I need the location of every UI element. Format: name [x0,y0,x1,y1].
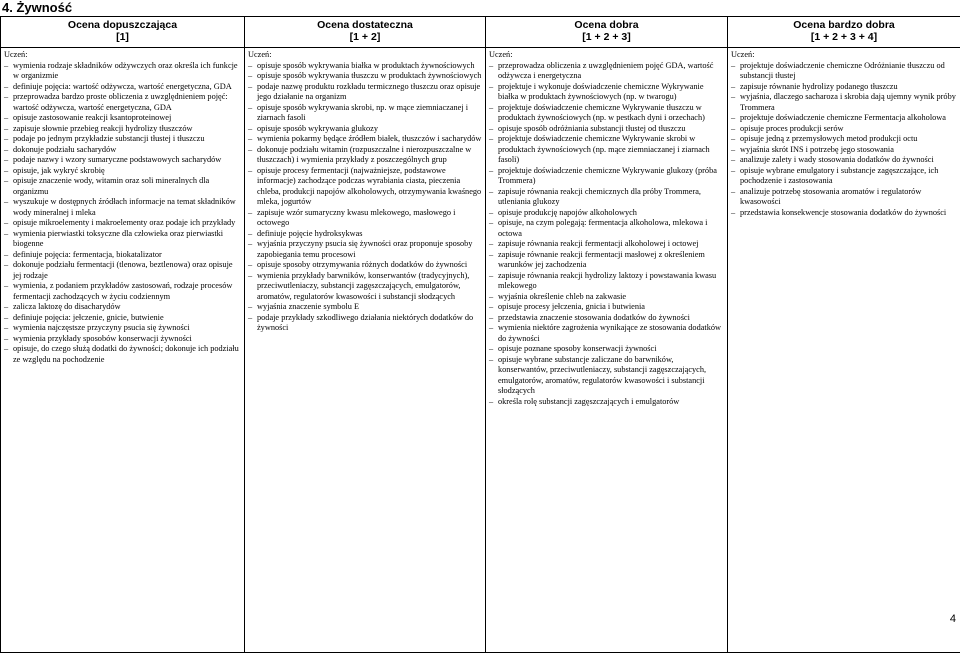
requirement-text: przeprowadza obliczenia z uwzględnieniem pojęć GDA, wartość odżywcza i energetyczna [498,61,713,81]
requirement-text: analizuje potrzebę stosowania aromatów i regulatorów kwasowości [740,187,921,207]
requirement-text: projektuje doświadczenie chemiczne Odróżnianie tłuszczu od substancji tłustej [740,61,945,81]
requirement-text: dokonuje podziału fermentacji (tlenowa, beztlenowa) oraz opisuje jej rodzaje [13,260,233,280]
requirement-item [248,82,482,103]
requirement-item [4,145,241,156]
requirement-text: wymienia najczęstsze przyczyny psucia się żywności [13,323,190,332]
dash-bullet-icon: – [731,187,740,198]
dash-bullet-icon: – [489,61,498,72]
requirement-item [248,145,482,166]
dash-bullet-icon: – [4,145,13,156]
student-intro: Uczeń: [731,50,957,61]
dash-bullet-icon: – [4,197,13,208]
column-header-dostateczna [245,17,486,48]
dash-bullet-icon: – [248,229,257,240]
dash-bullet-icon: – [248,134,257,145]
column-subtitle: [1 + 2 + 3] [488,31,725,43]
column-subtitle: [1] [3,31,242,43]
requirement-item [489,134,724,166]
requirement-text: podaje nazwy i wzory sumaryczne podstawowych sacharydów [13,155,221,164]
student-intro: Uczeń: [248,50,482,61]
header-row [1,17,960,48]
dash-bullet-icon: – [4,113,13,124]
dash-bullet-icon: – [248,260,257,271]
column-title: Ocena dostateczna [317,19,413,31]
dash-bullet-icon: – [489,271,498,282]
requirement-item [489,397,724,408]
dash-bullet-icon: – [489,239,498,250]
requirement-text: projektuje doświadczenie chemiczne Wykrywanie tłuszczu w produktach żywnościowych (np. w pestkach dyni i orzechach) [498,103,705,123]
requirement-text: zapisuje wzór sumaryczny kwasu mlekowego, masłowego i octowego [257,208,455,228]
column-cell-dopuszczajaca [1,48,245,653]
column-title: Ocena dobra [574,19,638,31]
requirement-item [4,229,241,250]
dash-bullet-icon: – [248,313,257,324]
requirement-text: zapisuje równania reakcji fermentacji alkoholowej i octowej [498,239,698,248]
student-intro: Uczeń: [4,50,241,61]
requirement-item [489,292,724,303]
requirement-item [731,124,957,135]
dash-bullet-icon: – [731,82,740,93]
requirement-item [489,302,724,313]
dash-bullet-icon: – [4,124,13,135]
requirement-item [4,155,241,166]
requirement-text: opisuje procesy jełczenia, gnicia i butwienia [498,302,645,311]
dash-bullet-icon: – [4,166,13,177]
requirement-item [248,208,482,229]
requirement-item [489,218,724,239]
requirement-text: opisuje zastosowanie reakcji ksantoproteinowej [13,113,171,122]
requirement-text: zapisuje słownie przebieg reakcji hydrolizy tłuszczów [13,124,192,133]
dash-bullet-icon: – [489,323,498,334]
column-title: Ocena bardzo dobra [793,19,895,31]
requirement-text: wymienia, z podaniem przykładów zastosowań, rodzaje procesów fermentacji zachodzących w życiu codziennym [13,281,232,301]
section-title: 4. Żywność [2,0,72,15]
requirement-item [248,313,482,334]
dash-bullet-icon: – [248,239,257,250]
requirement-text: wyszukuje w dostępnych źródłach informacje na temat składników wody mineralnej i mleka [13,197,236,217]
requirement-text: wymienia niektóre zagrożenia wynikające ze stosowania dodatków do żywności [498,323,721,343]
requirement-text: opisuje sposób wykrywania tłuszczu w produktach żywnościowych [257,71,481,80]
requirement-text: opisuje, do czego służą dodatki do żywności; dokonuje ich podziału ze względu na pochodzenie [13,344,239,364]
requirement-text: definiuje pojęcie hydroksykwas [257,229,363,238]
column-subtitle: [1 + 2] [247,31,483,43]
requirement-item [4,166,241,177]
requirement-text: opisuje mikroelementy i makroelementy oraz podaje ich przykłady [13,218,235,227]
requirement-text: przedstawia konsekwencje stosowania dodatków do żywności [740,208,946,217]
requirement-text: podaje przykłady szkodliwego działania niektórych dodatków do żywności [257,313,473,333]
dash-bullet-icon: – [489,103,498,114]
requirement-text: opisuje, na czym polegają: fermentacja alkoholowa, mlekowa i octowa [498,218,707,238]
requirement-text: opisuje sposób wykrywania skrobi, np. w mące ziemniaczanej i ziarnach fasoli [257,103,468,123]
dash-bullet-icon: – [489,344,498,355]
requirement-text: przeprowadza bardzo proste obliczenia z uwzględnieniem pojęć: wartość odżywcza, wartość energetyczna, GDA [13,92,228,112]
dash-bullet-icon: – [489,355,498,366]
student-intro: Uczeń: [489,50,724,61]
dash-bullet-icon: – [4,260,13,271]
requirement-item [4,92,241,113]
requirement-text: opisuje sposoby otrzymywania różnych dodatków do żywności [257,260,467,269]
requirement-text: projektuje doświadczenie chemiczne Wykrywanie glukozy (próba Trommera) [498,166,717,186]
dash-bullet-icon: – [731,92,740,103]
dash-bullet-icon: – [731,155,740,166]
requirement-text: wyjaśnia przyczyny psucia się żywności oraz proponuje sposoby zapobiegania temu procesowi [257,239,472,259]
dash-bullet-icon: – [4,61,13,72]
grading-table [0,16,960,653]
dash-bullet-icon: – [489,250,498,261]
requirement-item [731,187,957,208]
column-header-bardzo-dobra [728,17,960,48]
dash-bullet-icon: – [4,334,13,345]
requirement-text: opisuje poznane sposoby konserwacji żywności [498,344,657,353]
dash-bullet-icon: – [4,313,13,324]
requirement-item [248,61,482,72]
content-row [1,48,960,653]
requirement-item [248,260,482,271]
requirement-item [4,134,241,145]
dash-bullet-icon: – [489,82,498,93]
dash-bullet-icon: – [4,302,13,313]
requirement-item [248,229,482,240]
requirement-item [731,134,957,145]
requirement-text: opisuje, jak wykryć skrobię [13,166,105,175]
column-cell-dostateczna [245,48,486,653]
requirement-text: opisuje znaczenie wody, witamin oraz soli mineralnych dla organizmu [13,176,209,196]
requirement-text: opisuje jedną z przemysłowych metod produkcji octu [740,134,917,143]
requirement-text: dokonuje podziału witamin (rozpuszczalne i nierozpuszczalne w tłuszczach) i wymienia przykłady z poszczególnych grup [257,145,471,165]
requirement-text: definiuje pojęcia: jełczenie, gnicie, butwienie [13,313,164,322]
requirement-item [731,92,957,113]
dash-bullet-icon: – [489,124,498,135]
column-header-dobra [486,17,728,48]
requirement-item [4,313,241,324]
requirement-text: opisuje produkcję napojów alkoholowych [498,208,637,217]
requirement-text: projektuje doświadczenie chemiczne Fermentacja alkoholowa [740,113,946,122]
dash-bullet-icon: – [4,155,13,166]
requirement-item [489,124,724,135]
dash-bullet-icon: – [248,71,257,82]
requirement-item [4,334,241,345]
dash-bullet-icon: – [4,229,13,240]
requirement-item [731,155,957,166]
requirement-text: zapisuje równania reakcji hydrolizy laktozy i powstawania kwasu mlekowego [498,271,716,291]
dash-bullet-icon: – [4,344,13,355]
column-header-dopuszczajaca [1,17,245,48]
requirement-item [4,218,241,229]
dash-bullet-icon: – [4,92,13,103]
requirement-text: opisuje sposób wykrywania białka w produktach żywnościowych [257,61,475,70]
requirement-item [4,260,241,281]
dash-bullet-icon: – [248,61,257,72]
column-cell-bardzo-dobra [728,48,960,653]
dash-bullet-icon: – [248,166,257,177]
requirement-text: wyjaśnia znaczenie symbolu E [257,302,359,311]
requirement-item [731,166,957,187]
requirement-item [489,271,724,292]
requirement-text: wyjaśnia, dlaczego sacharoza i skrobia dają ujemny wynik próby Trommera [740,92,956,112]
dash-bullet-icon: – [489,134,498,145]
requirement-item [731,145,957,156]
requirement-text: zapisuje równanie reakcji fermentacji masłowej z określeniem warunków jej zachodzenia [498,250,705,270]
dash-bullet-icon: – [731,113,740,124]
requirement-item [4,197,241,218]
page-number: 4 [950,613,956,625]
requirement-text: podaje po jednym przykładzie substancji tłustej i tłuszczu [13,134,204,143]
requirement-item [4,176,241,197]
requirement-item [731,208,957,219]
requirement-text: opisuje sposób odróżniania substancji tłustej od tłuszczu [498,124,686,133]
requirement-text: wyjaśnia określenie chleb na zakwasie [498,292,626,301]
requirement-text: podaje nazwę produktu rozkładu termicznego tłuszczu oraz opisuje jego działanie na organizm [257,82,480,102]
dash-bullet-icon: – [489,187,498,198]
requirement-item [248,239,482,260]
dash-bullet-icon: – [731,208,740,219]
dash-bullet-icon: – [489,313,498,324]
dash-bullet-icon: – [248,208,257,219]
dash-bullet-icon: – [4,250,13,261]
requirement-item [248,134,482,145]
requirement-item [4,250,241,261]
requirement-item [4,82,241,93]
dash-bullet-icon: – [731,145,740,156]
dash-bullet-icon: – [4,218,13,229]
requirement-text: analizuje zalety i wady stosowania dodatków do żywności [740,155,934,164]
requirement-item [489,187,724,208]
requirement-text: opisuje wybrane substancje zaliczane do barwników, konserwantów, przeciwutleniaczy, substancji zagęszczających, emulgatorów, aromatów, regulatorów kwasowości i substancji słodzących [498,355,706,396]
requirement-item [4,302,241,313]
requirement-item [489,61,724,82]
dash-bullet-icon: – [248,302,257,313]
requirement-item [4,344,241,365]
requirement-text: zapisuje równanie hydrolizy podanego tłuszczu [740,82,898,91]
dash-bullet-icon: – [489,218,498,229]
requirement-item [731,82,957,93]
requirement-item [489,82,724,103]
requirement-item [489,250,724,271]
requirement-text: wymienia przykłady sposobów konserwacji żywności [13,334,192,343]
requirement-item [4,124,241,135]
dash-bullet-icon: – [731,134,740,145]
requirement-item [489,344,724,355]
requirement-text: określa rolę substancji zagęszczających i emulgatorów [498,397,679,406]
requirement-item [489,313,724,324]
dash-bullet-icon: – [4,176,13,187]
requirement-text: wymienia pokarmy będące źródłem białek, tłuszczów i sacharydów [257,134,481,143]
requirement-item [248,166,482,208]
requirement-text: projektuje i wykonuje doświadczenie chemiczne Wykrywanie białka w produktach żywnościowych (np. w twarogu) [498,82,704,102]
requirement-item [4,61,241,82]
dash-bullet-icon: – [4,82,13,93]
dash-bullet-icon: – [248,271,257,282]
column-cell-dobra [486,48,728,653]
requirement-item [731,61,957,82]
column-title: Ocena dopuszczająca [68,19,177,31]
dash-bullet-icon: – [731,166,740,177]
requirement-text: wymienia rodzaje składników odżywczych oraz określa ich funkcje w organizmie [13,61,238,81]
requirement-text: wymienia przykłady barwników, konserwantów (tradycyjnych), przeciwutleniaczy, substancji zagęszczających, emulgatorów, aromatów, regulatorów kwasowości i substancji słodzących [257,271,469,301]
dash-bullet-icon: – [489,302,498,313]
dash-bullet-icon: – [248,103,257,114]
requirement-item [4,323,241,334]
requirement-item [248,271,482,303]
requirement-item [248,124,482,135]
requirement-item [489,323,724,344]
requirement-item [489,355,724,397]
requirement-text: projektuje doświadczenie chemiczne Wykrywanie skrobi w produktach żywnościowych (np. mące ziemniaczanej i ziarnach fasoli) [498,134,710,164]
column-subtitle: [1 + 2 + 3 + 4] [730,31,958,43]
requirement-item [248,103,482,124]
dash-bullet-icon: – [248,145,257,156]
dash-bullet-icon: – [4,323,13,334]
dash-bullet-icon: – [489,166,498,177]
requirement-text: zalicza laktozę do disacharydów [13,302,121,311]
requirement-text: definiuje pojęcia: wartość odżywcza, wartość energetyczna, GDA [13,82,232,91]
requirement-text: opisuje sposób wykrywania glukozy [257,124,378,133]
requirement-item [731,113,957,124]
requirement-item [248,302,482,313]
dash-bullet-icon: – [489,208,498,219]
requirement-text: przedstawia znaczenie stosowania dodatków do żywności [498,313,690,322]
requirement-text: wymienia pierwiastki toksyczne dla człowieka oraz pierwiastki biogenne [13,229,223,249]
dash-bullet-icon: – [731,124,740,135]
requirement-item [489,166,724,187]
requirement-text: wyjaśnia skrót INS i potrzebę jego stosowania [740,145,894,154]
requirement-item [489,103,724,124]
dash-bullet-icon: – [731,61,740,72]
dash-bullet-icon: – [4,281,13,292]
requirement-item [489,208,724,219]
requirement-text: opisuje wybrane emulgatory i substancje zagęszczające, ich pochodzenie i zastosowania [740,166,938,186]
requirement-item [489,239,724,250]
dash-bullet-icon: – [248,124,257,135]
requirement-item [248,71,482,82]
requirement-text: zapisuje równania reakcji chemicznych dla próby Trommera, utleniania glukozy [498,187,701,207]
requirement-item [4,281,241,302]
requirement-text: opisuje procesy fermentacji (najważniejsze, podstawowe informacje) zachodzące podczas wyrabiania ciasta, pieczenia chleba, produkcji napojów alkoholowych, otrzymywania kwaśnego mleka, jogurtów [257,166,481,207]
dash-bullet-icon: – [489,397,498,408]
requirement-text: opisuje proces produkcji serów [740,124,843,133]
requirement-text: definiuje pojęcia: fermentacja, biokatalizator [13,250,162,259]
dash-bullet-icon: – [4,134,13,145]
dash-bullet-icon: – [248,82,257,93]
requirement-item [4,113,241,124]
requirement-text: dokonuje podziału sacharydów [13,145,116,154]
dash-bullet-icon: – [489,292,498,303]
